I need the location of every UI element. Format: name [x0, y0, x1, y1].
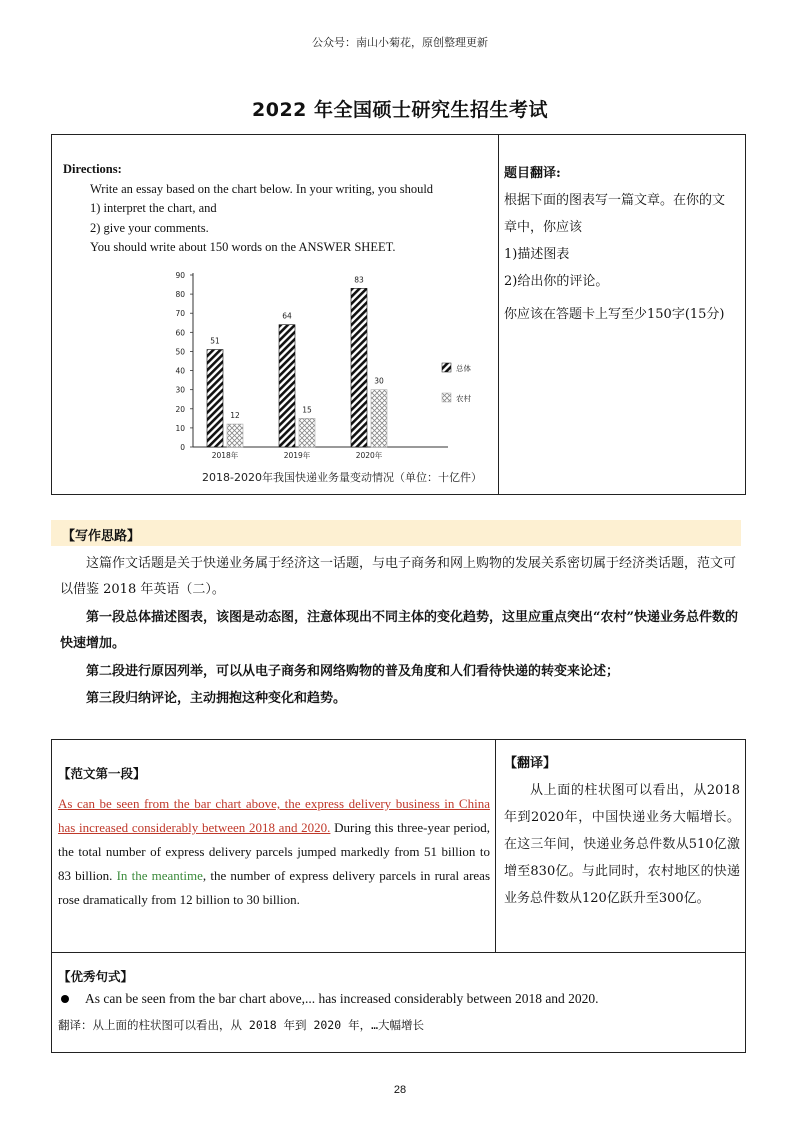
excellent-sentence-box [51, 953, 746, 1053]
translation-line: 2)给出你的评论。 [504, 274, 609, 289]
bar-data-label: 83 [354, 275, 364, 285]
legend-label: 农村 [456, 394, 471, 403]
x-tick-label: 2020年 [355, 451, 383, 460]
legend-label: 总体 [456, 364, 471, 373]
page-title: 2022 年全国硕士研究生招生考试 [252, 99, 548, 121]
column-divider [498, 135, 499, 494]
bar-农村 [299, 418, 315, 447]
excellent-sentence-text: As can be seen from the bar chart above,... has increased considerably between 2018 and 2020. [85, 991, 599, 1006]
sample-text: , the number of express delivery parcels in rural areas rose dramatically from 12 billion to 30 billion. [58, 868, 490, 907]
y-tick-label: 80 [175, 290, 185, 300]
bar-data-label: 12 [230, 411, 240, 421]
directions [63, 160, 493, 258]
legend-swatch [442, 393, 451, 402]
bar-chart [157, 263, 497, 495]
sample-text: During this three-year period, the total number of express delivery parcels jumped markedly from 51 billion to 83 billion. [58, 820, 490, 883]
bar-data-label: 51 [210, 336, 220, 346]
column-divider [495, 740, 496, 952]
y-tick-label: 20 [175, 404, 185, 414]
writing-ideas-p1: 这篇作文话题是关于快递业务属于经济这一话题，与电子商务和网上购物的发展关系密切属于经济类话题，范文可以借鉴 2018 年英语（二）。 [60, 556, 737, 597]
y-tick-label: 50 [175, 347, 185, 357]
sample-translation-text: 从上面的柱状图可以看出，从2018年到2020年，中国快递业务大幅增长。在这三年间，快递业务总件数从510亿激增至830亿。与此同时，农村地区的快递业务总件数从120亿跃升至300亿。 [504, 783, 740, 906]
bar-data-label: 64 [282, 311, 292, 321]
sample-translation-label: 【翻译】 [504, 756, 557, 771]
y-tick-label: 30 [175, 385, 185, 395]
excellent-translation: 翻译：从上面的柱状图可以看出，从 2018 年到 2020 年，…大幅增长 [58, 1018, 425, 1032]
sample-topic-sentence: As can be seen from the bar chart above, the express delivery business in China has increased considerably between 2018 and 2020. [58, 796, 490, 835]
writing-ideas-p2: 第一段总体描述图表，该图是动态图，注意体现出不同主体的变化趋势，这里应重点突出“农村”快递业务总件数的快速增加。 [60, 610, 738, 651]
question-box [51, 134, 746, 495]
writing-ideas-label: 【写作思路】 [62, 529, 141, 544]
bar-总体 [207, 350, 223, 447]
excellent-sentence [58, 991, 599, 1007]
bar-总体 [351, 288, 367, 447]
writing-ideas-p4: 第三段归纳评论，主动拥抱这种变化和趋势。 [86, 691, 347, 706]
bar-总体 [279, 325, 295, 447]
translation-line: 章中，你应该 [504, 220, 583, 235]
directions-line: You should write about 150 words on the ANSWER SHEET. [90, 240, 396, 254]
writing-ideas-banner [51, 520, 741, 546]
directions-line: 2) give your comments. [90, 220, 209, 235]
question-translation [504, 160, 744, 328]
y-tick-label: 60 [175, 328, 185, 338]
sample-transition: In the meantime [116, 868, 203, 883]
bar-农村 [227, 424, 243, 447]
bar-data-label: 30 [374, 376, 384, 386]
y-tick-label: 70 [175, 309, 185, 319]
directions-line: Write an essay based on the chart below. In your writing, you should [90, 181, 434, 196]
translation-line: 根据下面的图表写一篇文章。在你的文 [504, 193, 726, 208]
sample-label: 【范文第一段】 [58, 766, 146, 781]
translation-line: 1)描述图表 [504, 247, 570, 262]
x-tick-label: 2019年 [283, 451, 311, 460]
bar-农村 [371, 390, 387, 447]
directions-line: 1) interpret the chart, and [90, 201, 217, 215]
sample-translation [504, 750, 740, 912]
header-note: 公众号：南山小菊花，原创整理更新 [312, 36, 488, 49]
chart-title: 2018-2020年我国快递业务量变动情况（单位：十亿件） [202, 471, 482, 484]
x-tick-label: 2018年 [211, 451, 239, 460]
directions-label: Directions: [63, 162, 122, 176]
writing-ideas-p3: 第二段进行原因列举，可以从电子商务和网络购物的普及角度和人们看待快递的转变来论述； [86, 664, 620, 679]
y-tick-label: 0 [180, 443, 185, 452]
bullet-icon [61, 995, 69, 1003]
translation-label: 题目翻译: [504, 166, 561, 181]
y-tick-label: 10 [175, 423, 185, 433]
bar-data-label: 15 [302, 405, 312, 415]
sample-essay-box [51, 739, 746, 953]
legend-swatch [442, 363, 451, 372]
excellent-label: 【优秀句式】 [58, 969, 134, 984]
sample-essay [58, 762, 490, 912]
y-tick-label: 40 [175, 366, 185, 376]
page-number: 28 [393, 1084, 407, 1096]
translation-note: 你应该在答题卡上写至少150字(15分) [504, 307, 725, 322]
y-tick-label: 90 [175, 271, 185, 280]
